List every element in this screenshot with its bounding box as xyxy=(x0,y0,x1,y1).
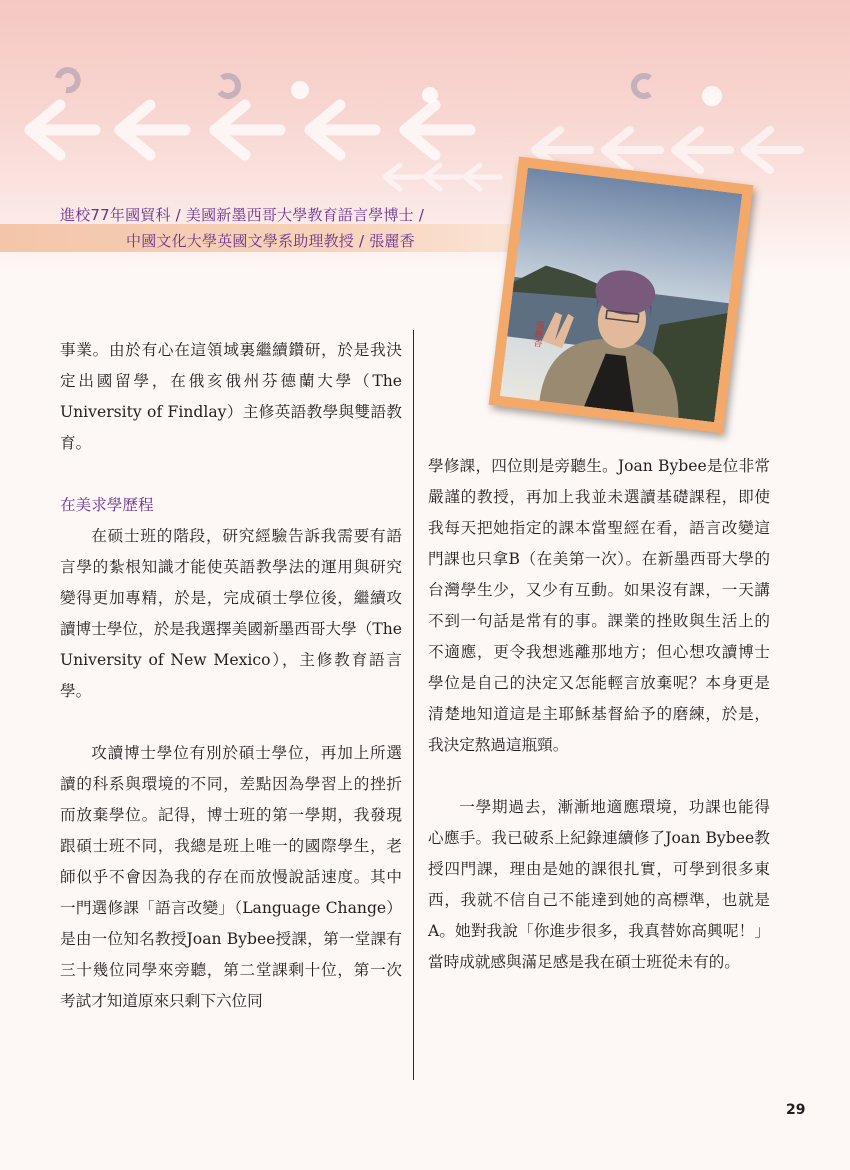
paragraph: 在硕士班的階段，研究經驗告訴我需要有語言學的紮根知識才能使英語教學法的運用與研究變得更加專精，於是，完成碩士學位後，繼續攻讀博士學位，於是我選擇美國新墨西哥大學（The University of New Mexico），主修教育語言學。 xyxy=(60,527,402,700)
portrait-photo-image xyxy=(500,168,742,423)
author-credentials-line1: 進校77年國貿科 / 美國新墨西哥大學教育語言學博士 / xyxy=(60,206,425,224)
author-photo xyxy=(489,157,754,434)
paragraph: 攻讀博士學位有別於碩士學位，再加上所選讀的科系與環境的不同，差點因為學習上的挫折而放棄學位。記得，博士班的第一學期，我發現跟碩士班不同，我總是班上唯一的國際學生，老師似乎不會因為我的存在而放慢說話速度。其中一門選修課「語言改變」（Language Change）是由一位知名教授Joan Bybee授課，第一堂課有三十幾位同學來旁聽，第二堂課剩十位，第一次考試才知道原來只剩下六位同 xyxy=(60,744,402,1010)
column-divider xyxy=(413,330,414,1080)
left-text-column xyxy=(60,335,402,1017)
paragraph: 一學期過去，漸漸地適應環境，功課也能得心應手。我已破系上紀錄連續修了Joan Bybee教授四門課，理由是她的課很扎實，可學到很多東西，我就不信自己不能達到她的高標準，也就是A。她對我說「你進步很多，我真替妳高興呢！」當時成就感與滿足感是我在碩士班從未有的。 xyxy=(428,798,770,971)
photo-name-stamp: 張麗香 xyxy=(531,319,545,348)
author-credentials-line2: 中國文化大學英國文學系助理教授 / 張麗香 xyxy=(126,232,415,250)
paragraph: 事業。由於有心在這領域裏繼續鑽研，於是我決定出國留學，在俄亥俄州芬德蘭大學（The University of Findlay）主修英語教學與雙語教育。 xyxy=(60,341,402,452)
section-subheading: 在美求學歷程 xyxy=(60,496,154,514)
paragraph: 學修課，四位則是旁聽生。Joan Bybee是位非常嚴謹的教授，再加上我並未選讀基礎課程，即使我每天把她指定的課本當聖經在看，語言改變這門課也只拿B（在美第一次）。在新墨西哥大學的台灣學生少，又少有互動。如果沒有課，一天講不到一句話是常有的事。課業的挫敗與生活上的不適應，更令我想逃離那地方；但心想攻讀博士學位是自己的決定又怎能輕言放棄呢？本身更是清楚地知道這是主耶穌基督給予的磨練，於是，我決定熬過這瓶頸。 xyxy=(428,457,770,754)
page-number: 29 xyxy=(786,1102,806,1118)
right-text-column xyxy=(428,451,770,978)
